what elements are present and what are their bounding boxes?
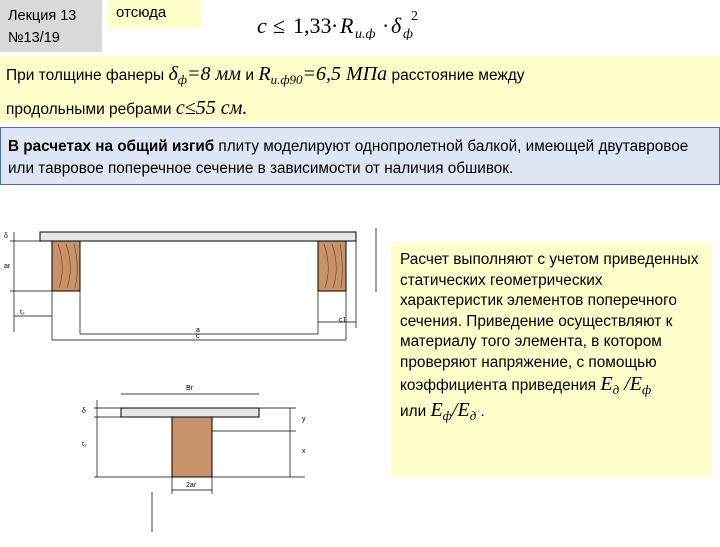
lecture-label	[0, 0, 102, 52]
delta-subscript: ф	[177, 72, 188, 88]
R-subscript: и.ф90	[270, 72, 303, 88]
formula-dot1: ·	[331, 13, 339, 38]
spacing-value: c≤55 см.	[175, 97, 248, 120]
label-delta-tee: δ	[82, 408, 86, 415]
E-sub-4: д	[469, 408, 477, 424]
tee-flange	[121, 408, 259, 417]
slide-number: №13/19	[8, 30, 60, 46]
formula-delta-sub: ф	[403, 27, 413, 40]
E-ratio-1: /E	[619, 372, 642, 395]
strength-value: =6,5 МПа	[302, 63, 388, 85]
label-t2: t₂	[20, 309, 25, 316]
formula-coef: 1,33	[293, 13, 332, 38]
label-x: x	[302, 448, 306, 455]
calc-or: или	[400, 403, 431, 421]
hence-label: отсюда	[107, 0, 201, 28]
lecture-number: Лекция 13	[8, 8, 77, 24]
label-a: a	[196, 327, 200, 334]
label-delta-top: δ	[4, 233, 8, 240]
thickness-text-2: и	[241, 67, 259, 84]
delta-symbol: δ	[168, 63, 178, 85]
reduction-calc-text	[391, 242, 711, 477]
label-br: Br	[186, 385, 193, 392]
E-symbol-2: E	[430, 399, 443, 422]
thickness-text-3: расстояние между	[387, 67, 525, 84]
calc-end: .	[476, 403, 485, 421]
spacing-formula	[255, 6, 455, 40]
formula-R-sub: и.ф	[355, 27, 376, 40]
wood-grain	[58, 244, 342, 288]
thickness-text-4: продольными ребрами	[6, 101, 176, 119]
formula-R: R	[340, 13, 354, 38]
E-symbol-1: E	[600, 372, 613, 395]
thickness-text-1: При толщине фанеры	[6, 67, 169, 84]
formula-delta: δ	[391, 13, 402, 38]
thickness-value: =8 мм	[187, 63, 242, 85]
label-y: y	[302, 416, 306, 423]
top-plywood-sheet	[40, 232, 356, 241]
E-ratio-2: /E	[451, 399, 470, 422]
label-ar: ar	[4, 263, 11, 270]
calc-text: Расчет выполняют с учетом приведенных статических геометрических характеристик элементов поперечного сечения. Приведение осуществляют к материалу того элемента, в котором проверяют напряжение, с помощью коэффициента приведения	[400, 251, 699, 394]
bending-model-rest: плиту моделируют однопролетной балкой, имеющей двутавровое или тавровое поперечное сечение в зависимости от наличия обшивок.	[8, 138, 689, 177]
E-sub-1: д	[612, 381, 620, 397]
formula-c: c	[257, 13, 267, 38]
R-symbol: R	[258, 63, 271, 85]
formula-le: ≤	[273, 13, 286, 38]
formula-dot2: ·	[382, 13, 390, 38]
label-2ar: 2ar	[186, 482, 197, 489]
tee-web	[172, 417, 212, 477]
formula-delta-sup: 2	[411, 9, 418, 24]
label-c: c	[196, 333, 200, 340]
E-sub-2: ф	[641, 381, 652, 397]
label-t2-tee: t₂	[82, 441, 87, 448]
label-c1: c1	[339, 317, 347, 324]
cross-section-drawing	[0, 212, 392, 542]
bending-model-bold: В расчетах на общий изгиб	[8, 138, 215, 155]
bending-model-text	[0, 127, 720, 185]
E-sub-3: ф	[442, 408, 452, 424]
plywood-thickness-text	[0, 56, 720, 122]
